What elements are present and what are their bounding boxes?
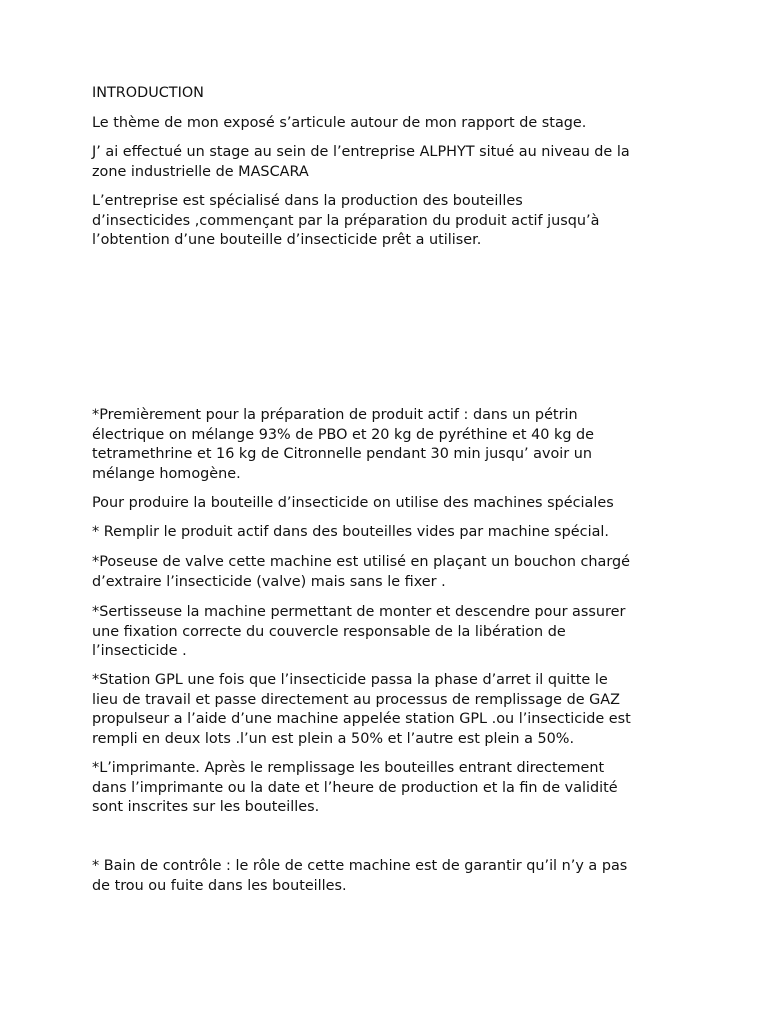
paragraph-imprimante: *L’imprimante. Après le remplissage les bouteilles entrant directement dans l’imprimante ou la date et l’heure de production et la fin de validité sont inscrites sur les bouteilles.	[92, 760, 618, 816]
paragraph-sertisseuse: *Sertisseuse la machine permettant de monter et descendre pour assurer une fixation correcte du couvercle responsable de la libération de l’insecticide .	[92, 604, 626, 660]
paragraph-theme: Le thème de mon exposé s’articule autour de mon rapport de stage.	[92, 115, 587, 131]
paragraph-machines: Pour produire la bouteille d’insecticide on utilise des machines spéciales	[92, 495, 614, 511]
paragraph-station-gpl: *Station GPL une fois que l’insecticide passa la phase d’arret il quitte le lieu de travail et passe directement au processus de remplissage de GAZ propulseur a l’aide d’une machine appelée station GPL .ou l’insecticide est rempli en deux lots .l’un est plein a 50% et l’autre est plein a 50%.	[92, 672, 631, 747]
paragraph-poseuse-valve: *Poseuse de valve cette machine est utilisé en plaçant un bouchon chargé d’extraire l’insecticide (valve) mais sans le fixer .	[92, 554, 631, 590]
paragraph-stage: J’ ai effectué un stage au sein de l’entreprise ALPHYT situé au niveau de la zone industrielle de MASCARA	[92, 144, 630, 180]
paragraph-bain-controle: * Bain de contrôle : le rôle de cette machine est de garantir qu’il n’y a pas de trou ou fuite dans les bouteilles.	[92, 858, 628, 894]
document-heading: INTRODUCTION	[92, 85, 204, 101]
paragraph-entreprise: L’entreprise est spécialisé dans la production des bouteilles d’insecticides ,commençant par la préparation du produit actif jusqu’à l’obtention d’une bouteille d’insecticide prêt a utiliser.	[92, 193, 600, 249]
paragraph-remplir: * Remplir le produit actif dans des bouteilles vides par machine spécial.	[92, 524, 609, 540]
paragraph-produit-actif: *Premièrement pour la préparation de produit actif : dans un pétrin électrique on mélange 93% de PBO et 20 kg de pyréthine et 40 kg de tetramethrine et 16 kg de Citronnelle pendant 30 min jusqu’ avoir un mélange homogène.	[92, 407, 595, 482]
